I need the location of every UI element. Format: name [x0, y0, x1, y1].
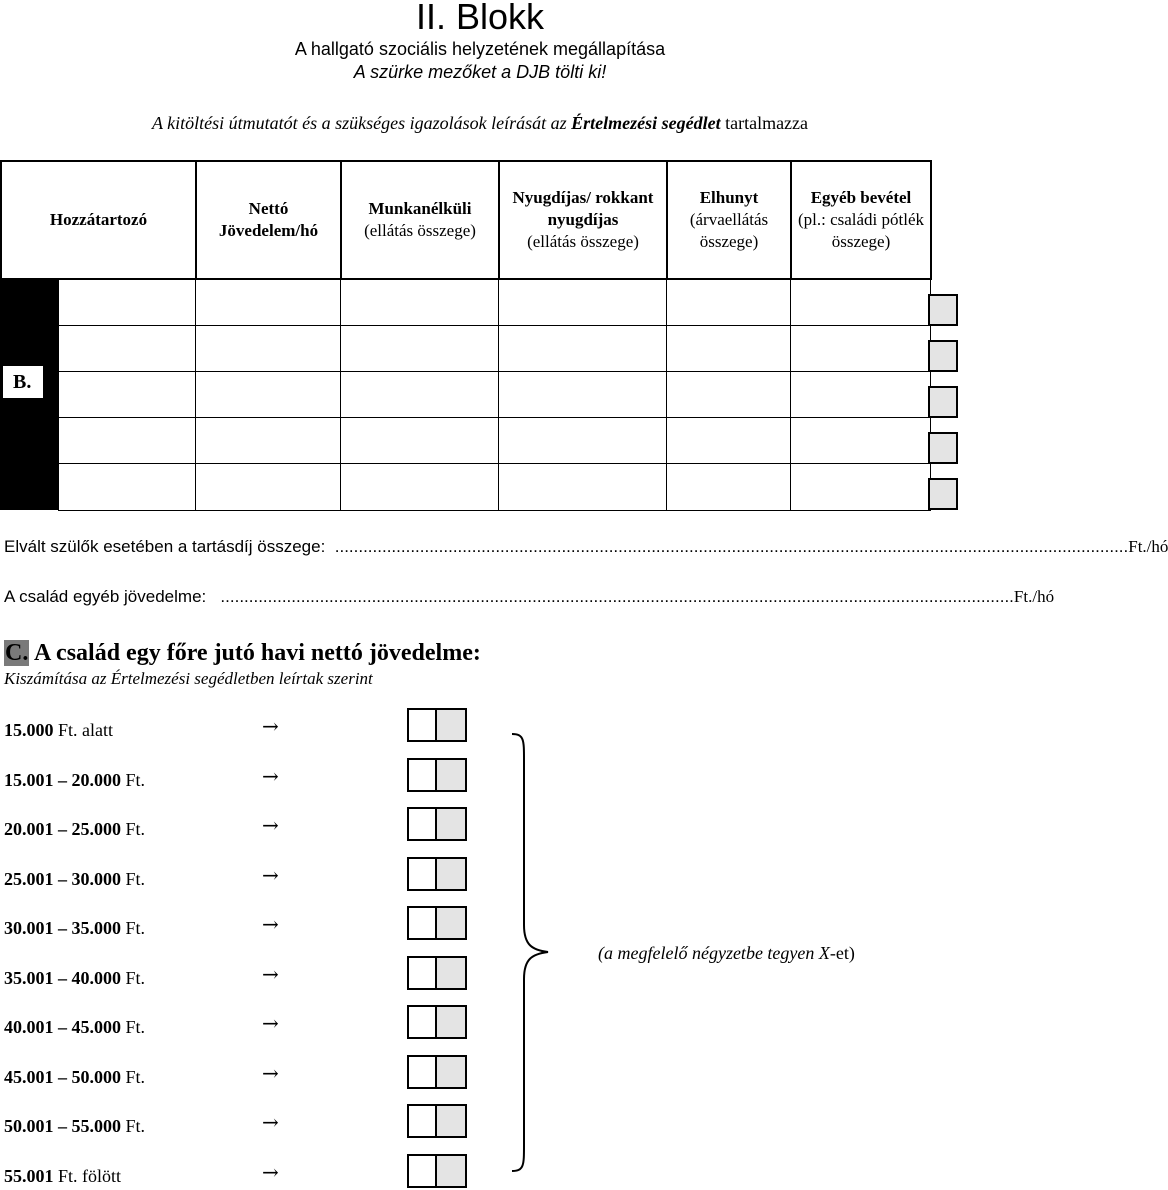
column-header: [195, 160, 342, 280]
section-c-title: A család egy főre jutó havi nettó jövedelme:: [34, 640, 481, 666]
income-checkbox-pair: [407, 807, 467, 843]
grey-field-box: [437, 857, 467, 891]
table-cell[interactable]: [498, 325, 667, 372]
arrow-icon: →: [262, 1011, 279, 1035]
income-range-label: [4, 1114, 145, 1138]
column-header-title: Nyugdíjas/ rokkant nyugdíjas: [512, 188, 654, 229]
grey-field-box: [437, 1104, 467, 1138]
table-cell[interactable]: [666, 371, 791, 418]
table-cell[interactable]: [195, 417, 341, 464]
instruction-suffix: -et): [829, 943, 855, 963]
table-cell[interactable]: [195, 463, 341, 511]
table-cell[interactable]: [666, 463, 791, 511]
instruction-note: [598, 941, 855, 965]
column-header-title: Egyéb bevétel: [810, 188, 912, 207]
income-checkbox[interactable]: [407, 906, 437, 940]
instruction-prefix: (a megfelelő négyzetbe tegyen: [598, 943, 819, 963]
table-cell[interactable]: [790, 278, 931, 326]
arrow-icon: →: [262, 1060, 279, 1085]
income-range-label: [4, 867, 145, 891]
table-cell[interactable]: [340, 325, 499, 372]
income-range-label: [4, 916, 145, 940]
guide-prefix: A kitöltési útmutatót és a szükséges igazolások leírását az: [151, 113, 567, 133]
other-income-input[interactable]: ........................................................................................................................................................................: [220, 587, 1014, 606]
grey-field-box: [928, 294, 958, 326]
column-header: [498, 160, 668, 280]
instruction-x: X: [818, 943, 830, 963]
table-cell[interactable]: [58, 325, 196, 372]
income-range-suffix: Ft.: [121, 1017, 146, 1037]
table-cell[interactable]: [58, 463, 196, 511]
income-checkbox-pair: [407, 708, 467, 744]
column-header: [340, 160, 500, 280]
income-range-suffix: Ft.: [121, 1116, 146, 1136]
other-income-line: [4, 585, 1055, 609]
column-header-detail: (pl.: családi pótlék összege): [797, 210, 925, 251]
column-header: [790, 160, 932, 280]
table-cell[interactable]: [790, 417, 931, 464]
column-header-detail: (árvaellátás összege): [689, 210, 769, 251]
income-range-amount: 15.001 – 20.000: [4, 769, 121, 790]
income-checkbox[interactable]: [407, 708, 437, 742]
grey-field-box: [437, 1154, 467, 1188]
column-header-detail: (ellátás összege): [364, 221, 476, 240]
income-checkbox[interactable]: [407, 1055, 437, 1089]
table-cell[interactable]: [58, 371, 196, 418]
income-checkbox-pair: [407, 1005, 467, 1041]
arrow-icon: →: [262, 763, 279, 788]
income-range-amount: 35.001 – 40.000: [4, 967, 121, 988]
income-range-amount: 15.000: [4, 720, 54, 740]
column-header: [0, 160, 197, 280]
arrow-icon: →: [262, 912, 279, 936]
table-cell[interactable]: [498, 278, 667, 326]
arrow-icon: →: [262, 714, 279, 738]
table-cell[interactable]: [666, 278, 791, 326]
income-range-suffix: Ft.: [121, 868, 146, 889]
section-b-label: B.: [3, 366, 43, 398]
income-range-suffix: Ft.: [121, 918, 146, 938]
income-range-amount: 40.001 – 45.000: [4, 1017, 121, 1037]
column-header-title: Hozzátartozó: [49, 210, 148, 229]
table-cell[interactable]: [195, 325, 341, 372]
arrow-icon: →: [262, 1110, 279, 1134]
table-cell[interactable]: [58, 417, 196, 464]
table-cell[interactable]: [195, 371, 341, 418]
other-income-unit: Ft./hó: [1013, 587, 1055, 606]
income-range-label: [4, 1164, 121, 1188]
income-range-label: [4, 1015, 145, 1039]
table-cell[interactable]: [498, 417, 667, 464]
curly-brace: [510, 730, 550, 1175]
grey-field-box: [437, 1005, 467, 1039]
arrow-icon: →: [262, 862, 279, 887]
guide-bold: Értelmezési segédlet: [571, 113, 721, 133]
income-range-suffix: Ft.: [121, 769, 146, 790]
income-checkbox[interactable]: [407, 1154, 437, 1188]
income-checkbox[interactable]: [407, 1104, 437, 1138]
grey-field-box: [437, 758, 467, 792]
table-cell[interactable]: [790, 325, 931, 372]
income-range-amount: 45.001 – 50.000: [4, 1066, 121, 1087]
income-range-amount: 50.001 – 55.000: [4, 1116, 121, 1136]
income-range-label: [4, 768, 145, 792]
alimony-label: Elvált szülők esetében a tartásdíj összege:: [4, 537, 326, 556]
arrow-icon: →: [262, 1159, 279, 1184]
income-range-suffix: Ft.: [121, 819, 146, 839]
table-cell[interactable]: [790, 463, 931, 511]
income-checkbox-pair: [407, 758, 467, 794]
guide-text: [0, 111, 960, 135]
table-cell[interactable]: [58, 278, 196, 326]
income-checkbox-pair: [407, 1154, 467, 1190]
section-c-letter: C.: [5, 640, 29, 666]
income-checkbox-pair: [407, 857, 467, 893]
income-checkbox[interactable]: [407, 807, 437, 841]
arrow-icon: →: [262, 961, 279, 986]
table-cell[interactable]: [340, 371, 499, 418]
section-c-subtitle: Kiszámítása az Értelmezési segédletben leírtak szerint: [4, 669, 373, 688]
column-header-title: Munkanélküli: [368, 199, 472, 218]
income-range-amount: 25.001 – 30.000: [4, 868, 121, 889]
grey-field-box: [928, 340, 958, 372]
grey-fields-note: A szürke mezőket a DJB tölti ki!: [353, 62, 607, 82]
grey-field-box: [928, 432, 958, 464]
income-checkbox-pair: [407, 956, 467, 992]
income-range-suffix: Ft. fölött: [53, 1165, 122, 1186]
page-title: II. Blokk: [415, 0, 545, 37]
income-range-amount: 20.001 – 25.000: [4, 819, 121, 839]
table-cell[interactable]: [498, 371, 667, 418]
column-header-detail: (ellátás összege): [527, 232, 639, 251]
table-cell[interactable]: [498, 463, 667, 511]
grey-field-box: [437, 906, 467, 940]
page-subtitle: A hallgató szociális helyzetének megállapítása: [294, 39, 666, 59]
alimony-input[interactable]: ........................................................................................................................................................................: [334, 537, 1129, 556]
income-range-label: [4, 1065, 145, 1089]
grey-field-box: [437, 1055, 467, 1089]
table-cell[interactable]: [340, 278, 499, 326]
income-range-suffix: Ft.: [121, 967, 146, 988]
table-cell[interactable]: [666, 325, 791, 372]
section-c-heading: [4, 637, 481, 669]
grey-field-box: [437, 956, 467, 990]
other-income-label: A család egyéb jövedelme:: [4, 587, 207, 606]
grey-field-box: [928, 386, 958, 418]
income-checkbox[interactable]: [407, 758, 437, 792]
income-range-label: [4, 817, 145, 841]
grey-field-box: [928, 478, 958, 510]
income-checkbox[interactable]: [407, 956, 437, 990]
income-checkbox[interactable]: [407, 857, 437, 891]
income-range-amount: 55.001: [4, 1165, 54, 1186]
table-cell[interactable]: [340, 463, 499, 511]
grey-field-box: [437, 807, 467, 841]
income-range-suffix: Ft. alatt: [53, 720, 113, 740]
alimony-unit: Ft./hó: [1128, 537, 1168, 556]
income-checkbox[interactable]: [407, 1005, 437, 1039]
alimony-line: [4, 535, 1168, 559]
income-range-label: [4, 718, 113, 742]
arrow-icon: →: [262, 813, 279, 837]
column-header-title: Nettó Jövedelem/hó: [218, 199, 319, 240]
column-header-title: Elhunyt: [699, 188, 759, 207]
income-range-amount: 30.001 – 35.000: [4, 918, 121, 938]
income-checkbox-pair: [407, 906, 467, 942]
income-checkbox-pair: [407, 1055, 467, 1091]
table-cell[interactable]: [666, 417, 791, 464]
table-cell[interactable]: [790, 371, 931, 418]
income-range-suffix: Ft.: [121, 1066, 146, 1087]
table-cell[interactable]: [340, 417, 499, 464]
table-cell[interactable]: [195, 278, 341, 326]
guide-suffix: tartalmazza: [725, 113, 809, 133]
income-checkbox-pair: [407, 1104, 467, 1140]
grey-field-box: [437, 708, 467, 742]
income-range-label: [4, 966, 145, 990]
column-header: [666, 160, 792, 280]
